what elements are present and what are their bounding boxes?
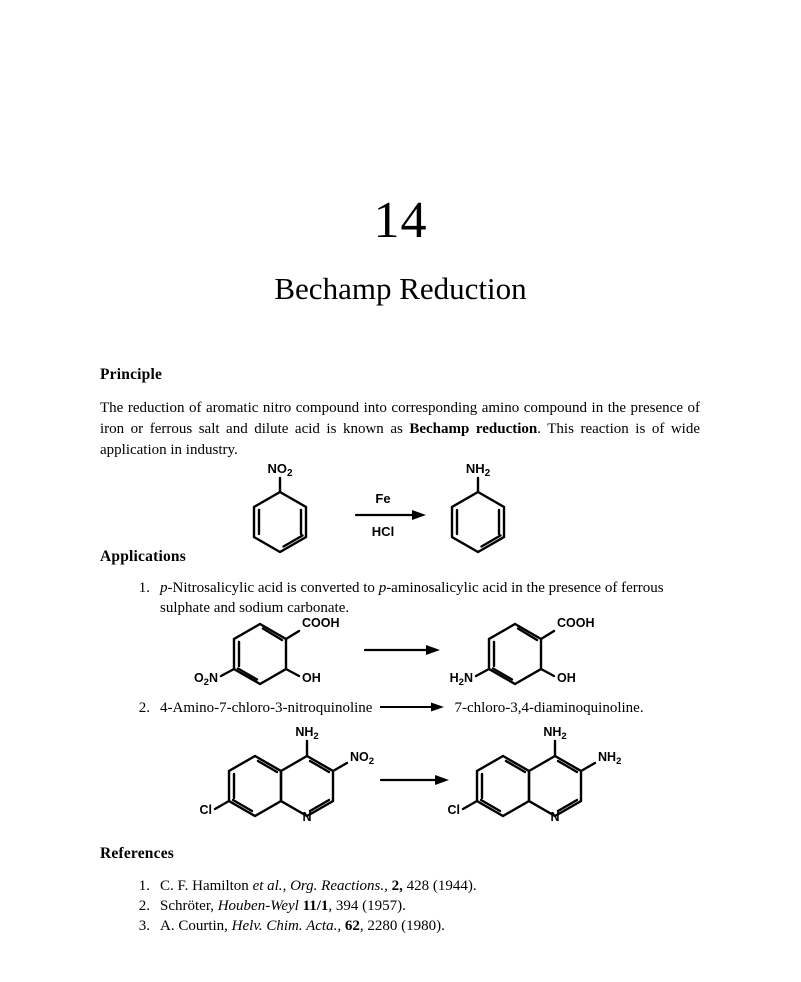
- scheme-3-reactant-amino: $NH_2$: [295, 725, 319, 742]
- application-list-item-2: [128, 698, 703, 719]
- scheme-3-product-chloro: Cl: [447, 803, 460, 817]
- reference-item-1-pages: 428 (1944).: [402, 878, 477, 894]
- scheme-3-reactant-chloro: Cl: [199, 803, 212, 817]
- reference-item-2-volume: 11/1: [298, 898, 329, 914]
- principle-heading: Principle: [100, 366, 163, 383]
- reference-item-1-text: [160, 876, 688, 896]
- scheme-2-product-amine: $H_2N$: [449, 671, 473, 688]
- reference-item-2-journal: Houben-Weyl: [217, 898, 299, 914]
- scheme-2-reactant-oh: OH: [302, 671, 321, 685]
- reference-list-item-1: [128, 876, 688, 896]
- references-heading: References: [100, 845, 175, 862]
- reference-item-3-volume: 62: [341, 918, 360, 934]
- scheme-2-product-cooh: COOH: [557, 616, 595, 630]
- reference-item-1-comma: ,: [282, 878, 291, 894]
- reference-list-item-2: [128, 896, 688, 916]
- reference-item-1-author: C. F. Hamilton: [160, 878, 253, 894]
- scheme-2-reactant-cooh: COOH: [302, 616, 340, 630]
- reaction-scheme-nitrosalicylic-to-aminosalicylic: [185, 610, 605, 692]
- chapter-title: Bechamp Reduction: [274, 271, 527, 306]
- reference-item-3-pages: , 2280 (1980).: [359, 918, 445, 934]
- application-item-1-prefix-italic: p: [160, 580, 168, 596]
- scheme-3-product-amino-side: $NH_2$: [598, 750, 622, 767]
- arrowhead-icon: [426, 645, 440, 655]
- reference-item-1-journal: Org. Reactions.,: [290, 878, 388, 894]
- principle-text-part-1: The reduction of aromatic nitro compound into corresponding amino compound in the presence of iron or ferrous salt and dilute acid is known as: [100, 400, 700, 437]
- scheme-3-product-amino-top: $NH_2$: [543, 725, 567, 742]
- scheme-1-product-label: $NH_2$: [465, 461, 491, 479]
- reference-item-3-text: [160, 916, 688, 936]
- scheme-2-product-oh: OH: [557, 671, 576, 685]
- application-item-2-product-name: 7-chloro-3,4-diaminoquinoline.: [454, 700, 644, 716]
- scheme-3-product-ring-nitrogen: N: [550, 810, 560, 824]
- reference-item-3-journal: Helv. Chim. Acta.,: [231, 918, 342, 934]
- reaction-scheme-nitrobenzene-to-aniline: [230, 458, 530, 558]
- scheme-3-reactant-nitro: $NO_2$: [350, 750, 375, 767]
- chapter-number: 14: [373, 192, 428, 249]
- arrowhead-icon: [435, 775, 449, 785]
- scheme-1-svg: [230, 458, 530, 558]
- application-item-2-marker: 2.: [138, 700, 150, 716]
- reference-item-2-marker: 2.: [138, 898, 150, 914]
- reference-item-1-marker: 1.: [138, 878, 150, 894]
- principle-paragraph: [100, 398, 700, 461]
- scheme-1-reagent-below: HCl: [371, 524, 395, 539]
- application-item-2-reactant-name: 4-Amino-7-chloro-3-nitroquinoline: [160, 700, 373, 716]
- inline-reaction-arrow-icon: [378, 699, 448, 719]
- reference-item-1-et-al: et al.: [252, 878, 283, 894]
- application-item-1-text-2: -aminosalicylic acid in the presence of ferrous sulphate and sodium carbonate.: [160, 580, 664, 616]
- applications-heading: Applications: [100, 548, 186, 565]
- principle-text-part-2: . This reaction is of wide application in industry.: [100, 421, 700, 458]
- application-item-1-marker: 1.: [138, 580, 150, 596]
- principle-text-emphasis: Bechamp reduction: [409, 421, 538, 437]
- reference-list-item-3: [128, 916, 688, 936]
- scheme-1-reactant-label: $NO_2$: [267, 461, 293, 479]
- arrowhead-icon: [412, 510, 426, 520]
- reference-item-3-marker: 3.: [138, 918, 150, 934]
- scheme-3-svg: [185, 718, 635, 838]
- application-item-1-text-1: -Nitrosalicylic acid is converted to: [167, 580, 379, 596]
- reaction-scheme-nitroquinoline-to-diaminoquinoline: [185, 718, 635, 838]
- reference-item-2-text: [160, 896, 688, 916]
- reference-item-2-pages: , 394 (1957).: [328, 898, 406, 914]
- reference-item-2-author: Schröter,: [160, 898, 218, 914]
- reference-item-3-author: A. Courtin,: [160, 918, 232, 934]
- scheme-2-svg: [185, 610, 605, 692]
- reference-item-1-volume: 2,: [387, 878, 403, 894]
- scheme-2-reactant-nitro: $O_2N$: [193, 671, 218, 688]
- application-item-2-text: [160, 698, 703, 719]
- scheme-3-reactant-ring-nitrogen: N: [302, 810, 312, 824]
- scheme-1-reagent-above: Fe: [375, 491, 391, 506]
- application-item-1-mid-italic: p: [378, 580, 387, 596]
